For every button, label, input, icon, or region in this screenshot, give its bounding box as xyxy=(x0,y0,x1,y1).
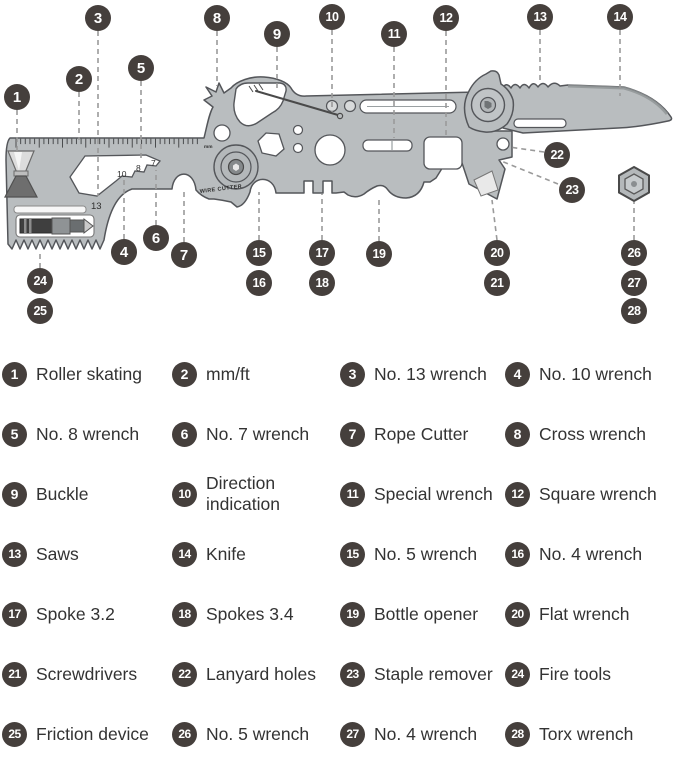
small-hole-b xyxy=(294,144,303,153)
callout-badge-19: 19 xyxy=(366,241,392,267)
legend-item-20 xyxy=(505,602,677,627)
legend-badge-6: 6 xyxy=(172,422,197,447)
legend-badge-23: 23 xyxy=(340,662,365,687)
square-wrench-hole xyxy=(424,137,462,169)
callout-badge-16: 16 xyxy=(246,270,272,296)
small-hole-a xyxy=(294,126,303,135)
callout-badge-23: 23 xyxy=(559,177,585,203)
callout-badge-11: 11 xyxy=(381,21,407,47)
torx-bit-center xyxy=(631,181,637,187)
legend-badge-1: 1 xyxy=(2,362,27,387)
callout-badge-17: 17 xyxy=(309,240,335,266)
legend-badge-9: 9 xyxy=(2,482,27,507)
legend-label: Friction device xyxy=(36,723,149,744)
callout-badge-15: 15 xyxy=(246,240,272,266)
fire-rod-band2 xyxy=(29,219,32,233)
legend-badge-26: 26 xyxy=(172,722,197,747)
legend-badge-19: 19 xyxy=(340,602,365,627)
callout-badge-28: 28 xyxy=(621,298,647,324)
size-label-8: 8 xyxy=(136,163,141,173)
slot-special-wrench xyxy=(363,140,412,151)
legend-item-22 xyxy=(172,662,340,687)
callout-badge-12: 12 xyxy=(433,5,459,31)
legend-item-14 xyxy=(172,542,340,567)
legend-label: Saws xyxy=(36,543,79,564)
callout-badge-21: 21 xyxy=(484,270,510,296)
size-label-10: 10 xyxy=(117,169,127,179)
callout-badge-4: 4 xyxy=(111,239,137,265)
legend-label: mm/ft xyxy=(206,363,250,384)
legend-badge-14: 14 xyxy=(172,542,197,567)
callout-badge-26: 26 xyxy=(621,240,647,266)
callout-badge-9: 9 xyxy=(264,21,290,47)
legend-item-2 xyxy=(172,362,340,387)
legend-label: No. 13 wrench xyxy=(374,363,487,384)
thin-slot xyxy=(14,206,86,213)
tool-diagram xyxy=(0,0,679,342)
legend-item-27 xyxy=(340,722,505,747)
legend xyxy=(2,344,677,764)
legend-item-1 xyxy=(2,362,172,387)
legend-label: Torx wrench xyxy=(539,723,634,744)
legend-badge-20: 20 xyxy=(505,602,530,627)
legend-label: No. 8 wrench xyxy=(36,423,140,444)
callout-badge-5: 5 xyxy=(128,55,154,81)
legend-label: No. 5 wrench xyxy=(374,543,478,564)
size-label-7: 7 xyxy=(151,158,156,168)
callout-badge-27: 27 xyxy=(621,270,647,296)
legend-badge-25: 25 xyxy=(2,722,27,747)
legend-badge-18: 18 xyxy=(172,602,197,627)
legend-item-25 xyxy=(2,722,172,747)
legend-badge-11: 11 xyxy=(340,482,365,507)
callout-badge-18: 18 xyxy=(309,270,335,296)
legend-label: Screwdrivers xyxy=(36,663,138,684)
legend-badge-16: 16 xyxy=(505,542,530,567)
legend-badge-2: 2 xyxy=(172,362,197,387)
legend-badge-10: 10 xyxy=(172,482,197,507)
legend-item-21 xyxy=(2,662,172,687)
legend-item-24 xyxy=(505,662,677,687)
legend-item-10 xyxy=(172,473,340,514)
leader-line xyxy=(492,200,497,240)
size-label-13: 13 xyxy=(91,201,102,212)
legend-item-15 xyxy=(340,542,505,567)
callout-badge-6: 6 xyxy=(143,225,169,251)
legend-label: No. 10 wrench xyxy=(539,363,652,384)
lanyard-hole xyxy=(497,138,509,150)
legend-label: Direction indication xyxy=(206,473,280,514)
legend-badge-21: 21 xyxy=(2,662,27,687)
legend-badge-28: 28 xyxy=(505,722,530,747)
legend-label: No. 5 wrench xyxy=(206,723,310,744)
legend-item-9 xyxy=(2,482,172,507)
legend-label: Bottle opener xyxy=(374,603,479,624)
fire-rod-band1 xyxy=(24,219,27,233)
legend-item-6 xyxy=(172,422,340,447)
callout-badge-20: 20 xyxy=(484,240,510,266)
callout-badge-1: 1 xyxy=(4,84,30,110)
legend-item-3 xyxy=(340,362,505,387)
skate-cone-band xyxy=(14,171,28,176)
legend-item-16 xyxy=(505,542,677,567)
legend-label: Staple remover xyxy=(374,663,493,684)
callout-badge-3: 3 xyxy=(85,5,111,31)
legend-item-19 xyxy=(340,602,505,627)
legend-label: Lanyard holes xyxy=(206,663,316,684)
arm-screw-b xyxy=(345,101,356,112)
legend-label: No. 7 wrench xyxy=(206,423,310,444)
round-hole xyxy=(214,125,230,141)
ruler-unit-label: mm xyxy=(204,145,213,150)
legend-badge-3: 3 xyxy=(340,362,365,387)
legend-badge-22: 22 xyxy=(172,662,197,687)
legend-label: Roller skating xyxy=(36,363,143,384)
legend-badge-5: 5 xyxy=(2,422,27,447)
direction-needle-tip xyxy=(337,113,342,118)
callout-badge-2: 2 xyxy=(66,66,92,92)
fire-rod-shaft xyxy=(70,220,84,232)
legend-label: Spokes 3.4 xyxy=(206,603,294,624)
callout-badge-7: 7 xyxy=(171,242,197,268)
legend-label: Buckle xyxy=(36,483,89,504)
legend-label: Square wrench xyxy=(539,483,657,504)
legend-label: No. 4 wrench xyxy=(374,723,478,744)
legend-item-23 xyxy=(340,662,505,687)
special-hex-hole xyxy=(258,133,284,156)
legend-label: Knife xyxy=(206,543,246,564)
legend-badge-17: 17 xyxy=(2,602,27,627)
legend-item-18 xyxy=(172,602,340,627)
legend-badge-8: 8 xyxy=(505,422,530,447)
legend-badge-27: 27 xyxy=(340,722,365,747)
legend-label: Cross wrench xyxy=(539,423,646,444)
callout-badge-24: 24 xyxy=(27,268,53,294)
legend-label: Special wrench xyxy=(374,483,493,504)
legend-item-5 xyxy=(2,422,172,447)
fire-rod-ferrule xyxy=(52,218,70,234)
legend-label: Fire tools xyxy=(539,663,611,684)
keyed-round-hole xyxy=(315,135,345,165)
callout-badge-14: 14 xyxy=(607,4,633,30)
callout-badge-8: 8 xyxy=(204,5,230,31)
callout-badge-25: 25 xyxy=(27,298,53,324)
legend-item-11 xyxy=(340,482,505,507)
legend-item-13 xyxy=(2,542,172,567)
leader-line xyxy=(509,147,544,152)
legend-label: Flat wrench xyxy=(539,603,630,624)
legend-item-26 xyxy=(172,722,340,747)
legend-item-8 xyxy=(505,422,677,447)
legend-badge-4: 4 xyxy=(505,362,530,387)
legend-item-28 xyxy=(505,722,677,747)
legend-badge-13: 13 xyxy=(2,542,27,567)
legend-label: Rope Cutter xyxy=(374,423,469,444)
legend-item-7 xyxy=(340,422,505,447)
blade-slot xyxy=(514,119,566,128)
legend-badge-15: 15 xyxy=(340,542,365,567)
legend-item-12 xyxy=(505,482,677,507)
legend-badge-12: 12 xyxy=(505,482,530,507)
legend-item-17 xyxy=(2,602,172,627)
legend-label: Spoke 3.2 xyxy=(36,603,115,624)
tool-illustration xyxy=(0,0,679,342)
legend-item-4 xyxy=(505,362,677,387)
callout-badge-22: 22 xyxy=(544,142,570,168)
callout-badge-10: 10 xyxy=(319,4,345,30)
legend-label: No. 4 wrench xyxy=(539,543,643,564)
callout-badge-13: 13 xyxy=(527,4,553,30)
wire-cutter-label: WIRE CUTTER xyxy=(199,183,243,195)
legend-badge-7: 7 xyxy=(340,422,365,447)
legend-badge-24: 24 xyxy=(505,662,530,687)
